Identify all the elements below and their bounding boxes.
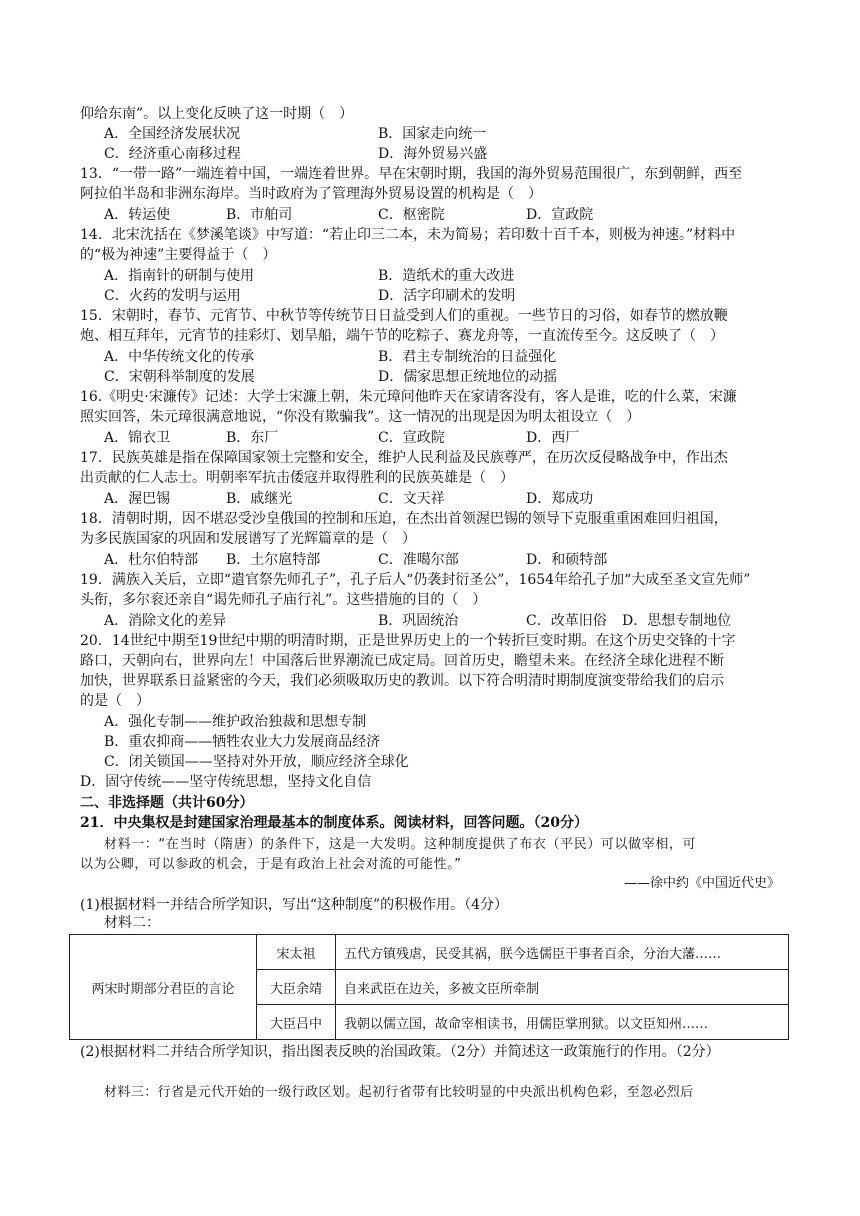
question-14-line-2: 的“极为神速”主要得益于（ ） (80, 247, 277, 263)
option-14-a: A．指南针的研制与使用 (104, 268, 255, 284)
question-20-line-4: 的是（ ） (80, 693, 150, 709)
question-16-line-1: 16.《明史·宋濂传》记述：大学士宋濂上朝，朱元璋问他昨天在家请客没有，客人是谁，吃的什么菜，宋濂 (80, 389, 737, 405)
option-14-c: C．火药的发明与运用 (104, 288, 241, 304)
option-20-d: D．固守传统——坚守传统思想，坚持文化自信 (80, 774, 372, 790)
table-group-label: 两宋时期部分君臣的言论 (70, 935, 257, 1040)
question-18-line-1: 18．清朝时期，因不堪忍受沙皇俄国的控制和压迫，在杰出首领渥巴锡的领导下克服重重困难回归祖国， (80, 511, 728, 527)
option-19-d: D．思想专制地位 (622, 613, 732, 629)
option-13-a: A．转运使 (104, 207, 171, 223)
option-14-d: D．活字印刷术的发明 (378, 288, 516, 304)
table-quote: 自来武臣在边关，多被文臣所牵制 (336, 970, 789, 1005)
material-2-label: 材料二： (104, 915, 160, 931)
option-16-b: B．东厂 (226, 430, 279, 446)
question-19-line-2: 头衔，多尔衮还亲自“谒先师孔子庙行礼”。这些措施的目的（ ） (80, 592, 487, 608)
option-17-c: C．文天祥 (378, 491, 445, 507)
question-21-stem: 21．中央集权是封建国家治理最基本的制度体系。阅读材料，回答问题。（20分） (80, 815, 588, 831)
option-13-d: D．宣政院 (526, 207, 594, 223)
table-speaker: 大臣吕中 (257, 1005, 336, 1040)
option-13-c: C．枢密院 (378, 207, 445, 223)
option-18-b: B．土尔扈特部 (226, 552, 321, 568)
option-19-c: C．改革旧俗 (526, 613, 607, 629)
option-12-c: C．经济重心南移过程 (104, 146, 241, 162)
question-19-line-1: 19．满族入关后，立即“遣官祭先师孔子”，孔子后人“仍袭封衍圣公”，1654年给孔子加“大成至圣文宣先师” (80, 572, 751, 588)
question-20-line-2: 路口，天朝向右，世界向左！中国落后世界潮流已成定局。回首历史，瞻望未来。在经济全球化进程不断 (80, 653, 724, 669)
material-2-table (69, 934, 789, 1040)
question-16-line-2: 照实回答，朱元璋很满意地说，“你没有欺骗我”。这一情况的出现是因为明太祖设立（ ） (80, 409, 641, 425)
material-1-line-2: 以为公卿，可以参政的机会，于是有政治上社会对流的可能性。” (80, 857, 462, 872)
option-12-d: D．海外贸易兴盛 (378, 146, 488, 162)
table-quote: 我朝以儒立国，故命宰相读书，用儒臣掌刑狱。以文臣知州…… (336, 1005, 789, 1040)
question-18-line-2: 为多民族国家的巩固和发展谱写了光辉篇章的是（ ） (80, 531, 416, 547)
option-19-b: B．巩固统治 (378, 613, 459, 629)
question-15-line-1: 15．宋朝时，春节、元宵节、中秋节等传统节日日益受到人们的重视。一些节日的习俗，如春节的燃放鞭 (80, 308, 728, 324)
option-16-c: C．宣政院 (378, 430, 445, 446)
option-12-b: B．国家走向统一 (378, 126, 487, 142)
section-2-heading: 二、非选择题（共计60分） (80, 795, 254, 811)
question-20-line-3: 加快，世界联系日益紧密的今天，我们必须吸取历史的教训。以下符合明清时期制度演变带给我们的启示 (80, 673, 724, 689)
option-16-a: A．锦衣卫 (104, 430, 171, 446)
option-16-d: D．西厂 (526, 430, 580, 446)
option-15-a: A．中华传统文化的传承 (104, 349, 255, 365)
option-20-c: C．闭关锁国——坚持对外开放，顺应经济全球化 (104, 754, 409, 770)
question-20-line-1: 20．14世纪中期至19世纪中期的明清时期，正是世界历史上的一个转折巨变时期。在这个历史交锋的十字 (80, 633, 736, 649)
material-1-source: ——徐中约《中国近代史》 (624, 876, 781, 891)
option-17-a: A．渥巴锡 (104, 491, 171, 507)
option-15-c: C．宋朝科举制度的发展 (104, 369, 255, 385)
option-15-d: D．儒家思想正统地位的动摇 (378, 369, 558, 385)
question-13-line-1: 13．“一带一路”一端连着中国，一端连着世界。早在宋朝时期，我国的海外贸易范围很广，东到朝鲜，西至 (80, 166, 743, 182)
table-row (70, 935, 789, 970)
question-17-line-2: 出贡献的仁人志士。明朝率军抗击倭寇并取得胜利的民族英雄是（ ） (80, 470, 514, 486)
option-17-d: D．郑成功 (526, 491, 594, 507)
material-1-line-1: 材料一：“在当时（隋唐）的条件下，这是一大发明。这种制度提供了布衣（平民）可以做宰相，可 (104, 837, 697, 852)
table-speaker: 宋太祖 (257, 935, 336, 970)
option-14-b: B．造纸术的重大改进 (378, 268, 515, 284)
sub-question-1: (1)根据材料一并结合所学知识，写出“这种制度”的积极作用。（4分） (80, 897, 509, 913)
question-17-line-1: 17．民族英雄是指在保障国家领土完整和安全，维护人民利益及民族尊严，在历次反侵略战争中，作出杰 (80, 450, 728, 466)
question-14-line-1: 14．北宋沈括在《梦溪笔谈》中写道：“若止印三二本，未为简易；若印数十百千本，则极为神速。”材料中 (80, 227, 736, 243)
option-17-b: B．戚继光 (226, 491, 293, 507)
question-12-tail: 仰给东南”。以上变化反映了这一时期（ ） (80, 106, 354, 122)
table-quote: 五代方镇残虐，民受其祸，朕今选儒臣干事者百余，分治大藩…… (336, 935, 789, 970)
question-15-line-2: 炮、相互拜年，元宵节的挂彩灯、划旱船，端午节的吃粽子、赛龙舟等，一直流传至今。这反映了（ ） (80, 328, 724, 344)
option-15-b: B．君主专制统治的日益强化 (378, 349, 557, 365)
question-13-line-2: 阿拉伯半岛和非洲东海岸。当时政府为了管理海外贸易设置的机构是（ ） (80, 186, 542, 202)
option-12-a: A．全国经济发展状况 (104, 126, 241, 142)
option-18-c: C．准噶尔部 (378, 552, 459, 568)
option-19-a: A．消除文化的差异 (104, 613, 227, 629)
option-13-b: B．市舶司 (226, 207, 293, 223)
option-18-d: D．和硕特部 (526, 552, 608, 568)
option-18-a: A．杜尔伯特部 (104, 552, 199, 568)
option-20-a: A．强化专制——维护政治独裁和思想专制 (104, 714, 367, 730)
material-3-line-1: 材料三：行省是元代开始的一级行政区划。起初行省带有比较明显的中央派出机构色彩，至忽必烈后 (104, 1085, 694, 1100)
option-20-b: B．重农抑商——牺牲农业大力发展商品经济 (104, 734, 381, 750)
table-speaker: 大臣余靖 (257, 970, 336, 1005)
sub-question-2: (2)根据材料二并结合所学知识，指出图表反映的治国政策。（2分）并简述这一政策施行的作用。（2分） (80, 1044, 720, 1060)
